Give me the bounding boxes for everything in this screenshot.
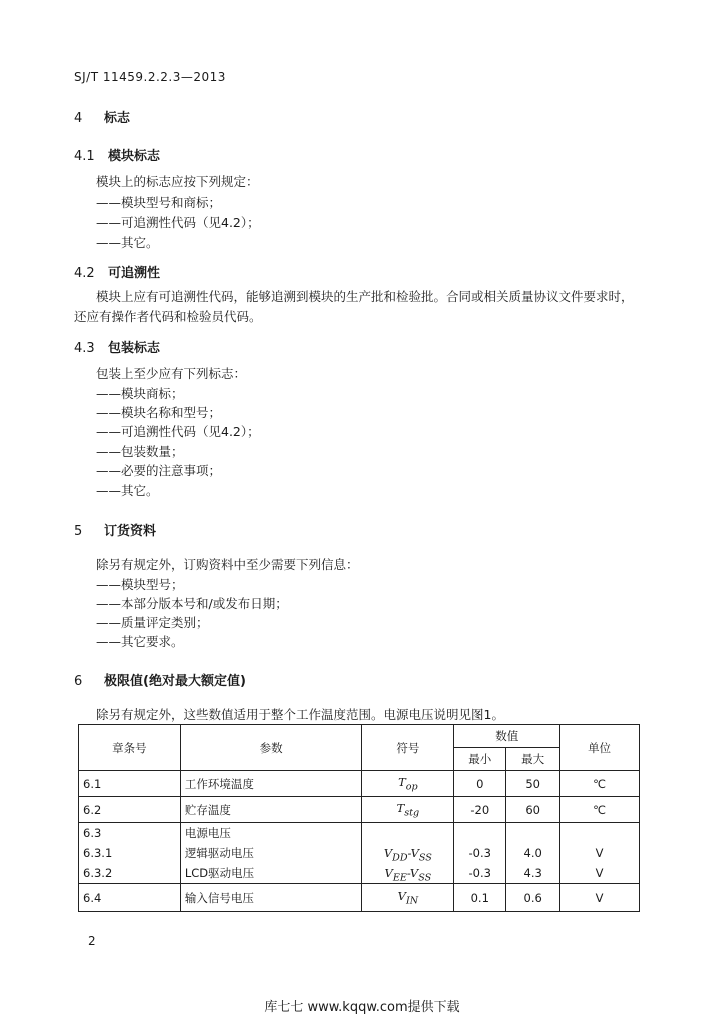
section-4-2-title: 可追溯性 [108,266,161,281]
section-5-title: 订货资料 [104,524,157,539]
list-item: ——其它。 [96,235,159,250]
section-4-number: 4 [74,111,83,126]
table-row [79,823,640,884]
list-item: ——其它要求。 [96,634,184,649]
section-5-intro: 除另有规定外，订购资料中至少需要下列信息： [96,557,359,572]
section-4-1-intro: 模块上的标志应按下列规定： [96,174,259,189]
row-symbol: $T_{op}$ [362,771,454,797]
row-unit: V [560,884,640,912]
row-unit: V V [560,823,640,884]
table-row [79,884,640,912]
row-symbol: $V_{IN}$ [362,884,454,912]
section-4-1-title: 模块标志 [108,149,161,164]
section-6-title: 极限值(绝对最大额定值) [104,674,246,689]
row-clause: 6.2 [79,797,181,823]
list-item: ——模块商标； [96,386,184,401]
list-item: ——包装数量； [96,444,184,459]
section-4-title: 标志 [104,111,131,126]
section-6-number: 6 [74,674,83,689]
header-min: 最小 [454,748,506,771]
table-row [79,771,640,797]
page-number: 2 [88,934,96,948]
section-6-intro: 除另有规定外，这些数值适用于整个工作温度范围。电源电压说明见图1。 [96,707,504,722]
list-item: ——模块型号和商标； [96,195,222,210]
standard-code: SJ/T 11459.2.2.3—2013 [74,70,226,84]
row-max: 50 [506,771,560,797]
row-symbol: $V_{DD}-V_{SS}$ $V_{EE}-V_{SS}$ [362,823,454,884]
header-max: 最大 [506,748,560,771]
section-5-heading [74,520,156,539]
limits-table [78,724,640,912]
row-parameter: 输入信号电压 [180,884,362,912]
row-max: 60 [506,797,560,823]
section-6-heading [74,670,246,689]
row-parameter: 电源电压 逻辑驱动电压 LCD驱动电压 [180,823,362,884]
header-parameter: 参数 [180,725,362,771]
list-item: ——可追溯性代码（见4.2）； [96,215,260,230]
list-item: ——本部分版本号和/或发布日期； [96,596,288,611]
row-max: 0.6 [506,884,560,912]
list-item: ——质量评定类别； [96,615,209,630]
row-symbol: $T_{stg}$ [362,797,454,823]
section-4-3-intro: 包装上至少应有下列标志： [96,366,247,381]
row-min: 0 [454,771,506,797]
section-4-3-number: 4.3 [74,341,95,356]
row-unit: ℃ [560,797,640,823]
row-min: 0.1 [454,884,506,912]
header-clause: 章条号 [79,725,181,771]
section-4-3-heading [74,337,160,356]
section-4-2-paragraph-line2: 还应有操作者代码和检验员代码。 [74,309,262,324]
section-4-1-heading [74,145,160,164]
list-item: ——可追溯性代码（见4.2）； [96,424,260,439]
row-min: -0.3 -0.3 [454,823,506,884]
section-4-2-number: 4.2 [74,266,95,281]
footer-watermark: 库七七 www.kqqw.com提供下载 [264,1000,460,1015]
row-clause: 6.4 [79,884,181,912]
row-clause: 6.1 [79,771,181,797]
row-max: 4.0 4.3 [506,823,560,884]
row-clause: 6.3 6.3.1 6.3.2 [79,823,181,884]
row-parameter: 工作环境温度 [180,771,362,797]
section-5-number: 5 [74,524,83,539]
row-unit: ℃ [560,771,640,797]
list-item: ——必要的注意事项； [96,463,222,478]
header-value: 数值 [454,725,560,748]
list-item: ——其它。 [96,483,159,498]
row-parameter: 贮存温度 [180,797,362,823]
header-symbol: 符号 [362,725,454,771]
section-4-heading [74,107,130,126]
row-min: -20 [454,797,506,823]
table-row [79,797,640,823]
list-item: ——模块型号； [96,577,184,592]
section-4-2-heading [74,262,160,281]
header-unit: 单位 [560,725,640,771]
section-4-1-number: 4.1 [74,149,95,164]
section-4-2-paragraph-line1: 模块上应有可追溯性代码，能够追溯到模块的生产批和检验批。合同或相关质量协议文件要求时， [96,289,634,304]
section-4-3-title: 包装标志 [108,341,161,356]
list-item: ——模块名称和型号； [96,405,222,420]
